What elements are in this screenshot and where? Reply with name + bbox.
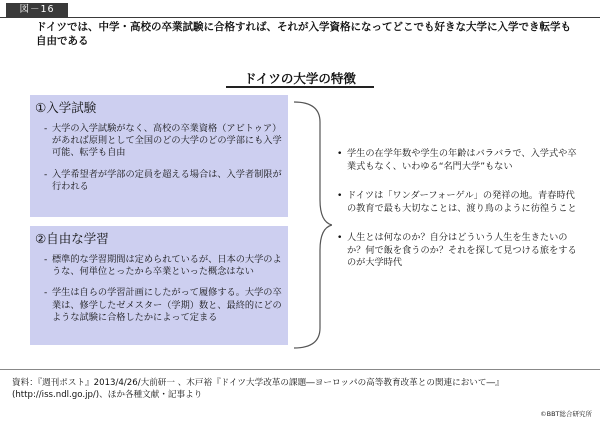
free-study-box — [30, 226, 288, 345]
list-item — [44, 123, 284, 160]
list-item — [44, 169, 284, 193]
list-item-text: 学生の在学年数や学生の年齢はバラバラで、入学式や卒業式もなく、いわゆる“名門大学”もない — [347, 148, 577, 172]
footer-divider — [0, 369, 600, 370]
dash-bullet: - — [44, 254, 48, 265]
list-item-text: 学生は自らの学習計画にしたがって履修する。大学の卒業は、修学したゼメスター（学期）数と、最終的にどのような試験に合格したかによって定まる — [52, 287, 282, 323]
box-item-list — [44, 254, 284, 333]
source-note: 資料：『週刊ポスト』2013/4/26/大前研一 、木戸裕『ドイツ大学改革の課題―ヨーロッパの高等教育改革との関連において―』(http://iss.ndl.go.jp/)、ほか各種文献・記事より — [12, 378, 504, 400]
box-heading: ①入学試験 — [35, 100, 97, 115]
bullet-dot: • — [337, 148, 343, 159]
list-item-text: 入学希望者が学部の定員を超える場合は、入学者制限が行われる — [52, 168, 282, 192]
list-item — [337, 148, 582, 173]
right-point-list — [337, 148, 582, 287]
lead-text: ドイツでは、中学・高校の卒業試験に合格すれば、それが入学資格になってどこでも好きな大学に入学でき転学も自由である — [36, 21, 571, 47]
title-underline — [226, 86, 374, 88]
box-heading: ②自由な学習 — [35, 231, 109, 246]
list-item-text: ドイツは「ワンダーフォーゲル」の発祥の地。青春時代の教育で最も大切なことは、渡り鳥のように彷徨うこと — [347, 190, 577, 214]
entrance-exam-box — [30, 95, 288, 217]
list-item — [337, 232, 582, 270]
bullet-dot: • — [337, 190, 343, 201]
dash-bullet: - — [44, 287, 48, 299]
bullet-dot: • — [337, 232, 343, 243]
list-item — [44, 287, 284, 324]
list-item — [337, 190, 582, 215]
dash-bullet: - — [44, 123, 48, 134]
figure-label: 図－16 — [6, 3, 68, 17]
dash-bullet: - — [44, 168, 48, 180]
list-item-text: 標準的な学習期間は定められているが、日本の大学のような、何単位とったから卒業といった概念はない — [52, 254, 282, 278]
copyright-text: ©BBT総合研究所 — [540, 410, 592, 418]
box-item-list — [44, 123, 284, 202]
curly-brace-icon — [292, 100, 332, 350]
slide-title: ドイツの大学の特徴 — [244, 71, 356, 86]
list-item-text: 人生とは何なのか？自分はどういう人生を生きたいのか？何で飯を食うのか？それを探して見つける旅をするのが大学時代 — [347, 232, 577, 268]
list-item-text: 大学の入学試験がなく、高校の卒業資格（アビトゥア）があれば原則として全国のどの大学のどの学部にも入学可能、転学も自由 — [52, 123, 282, 159]
list-item — [44, 254, 284, 278]
header-divider — [0, 17, 600, 18]
